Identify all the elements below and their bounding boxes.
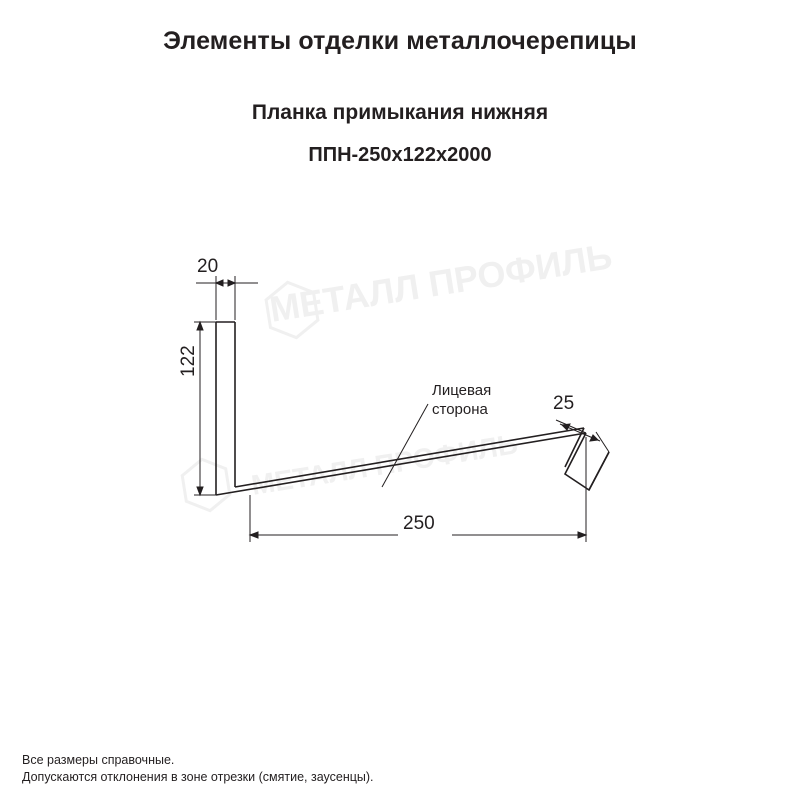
face-side-label bbox=[432, 381, 491, 419]
watermark-top: МЕТАЛЛ ПРОФИЛЬ bbox=[266, 235, 615, 330]
face-side-label-line1: Лицевая bbox=[432, 382, 492, 399]
dimension-label-25: 25 bbox=[553, 393, 575, 414]
dimension-20 bbox=[196, 276, 258, 320]
product-name: Планка примыкания нижняя bbox=[251, 101, 549, 124]
dimension-label-122: 122 bbox=[178, 345, 199, 377]
profile-outline bbox=[216, 322, 609, 495]
face-side-label-line2: сторона bbox=[432, 401, 488, 418]
product-code: ППН-250x122x2000 bbox=[308, 144, 492, 166]
footnote-line-2: Допускаются отклонения в зоне отрезки (смятие, заусенцы). bbox=[22, 770, 374, 784]
dimension-label-20: 20 bbox=[197, 256, 219, 277]
footnotes bbox=[22, 752, 374, 786]
dimension-label-250: 250 bbox=[403, 513, 435, 534]
footnote-line-1: Все размеры справочные. bbox=[22, 753, 175, 767]
face-side-leader bbox=[382, 404, 428, 487]
watermark-logo-icon bbox=[180, 279, 320, 515]
watermark-bottom: МЕТАЛЛ ПРОФИЛЬ bbox=[249, 428, 520, 501]
page-title: Элементы отделки металлочерепицы bbox=[163, 27, 637, 55]
